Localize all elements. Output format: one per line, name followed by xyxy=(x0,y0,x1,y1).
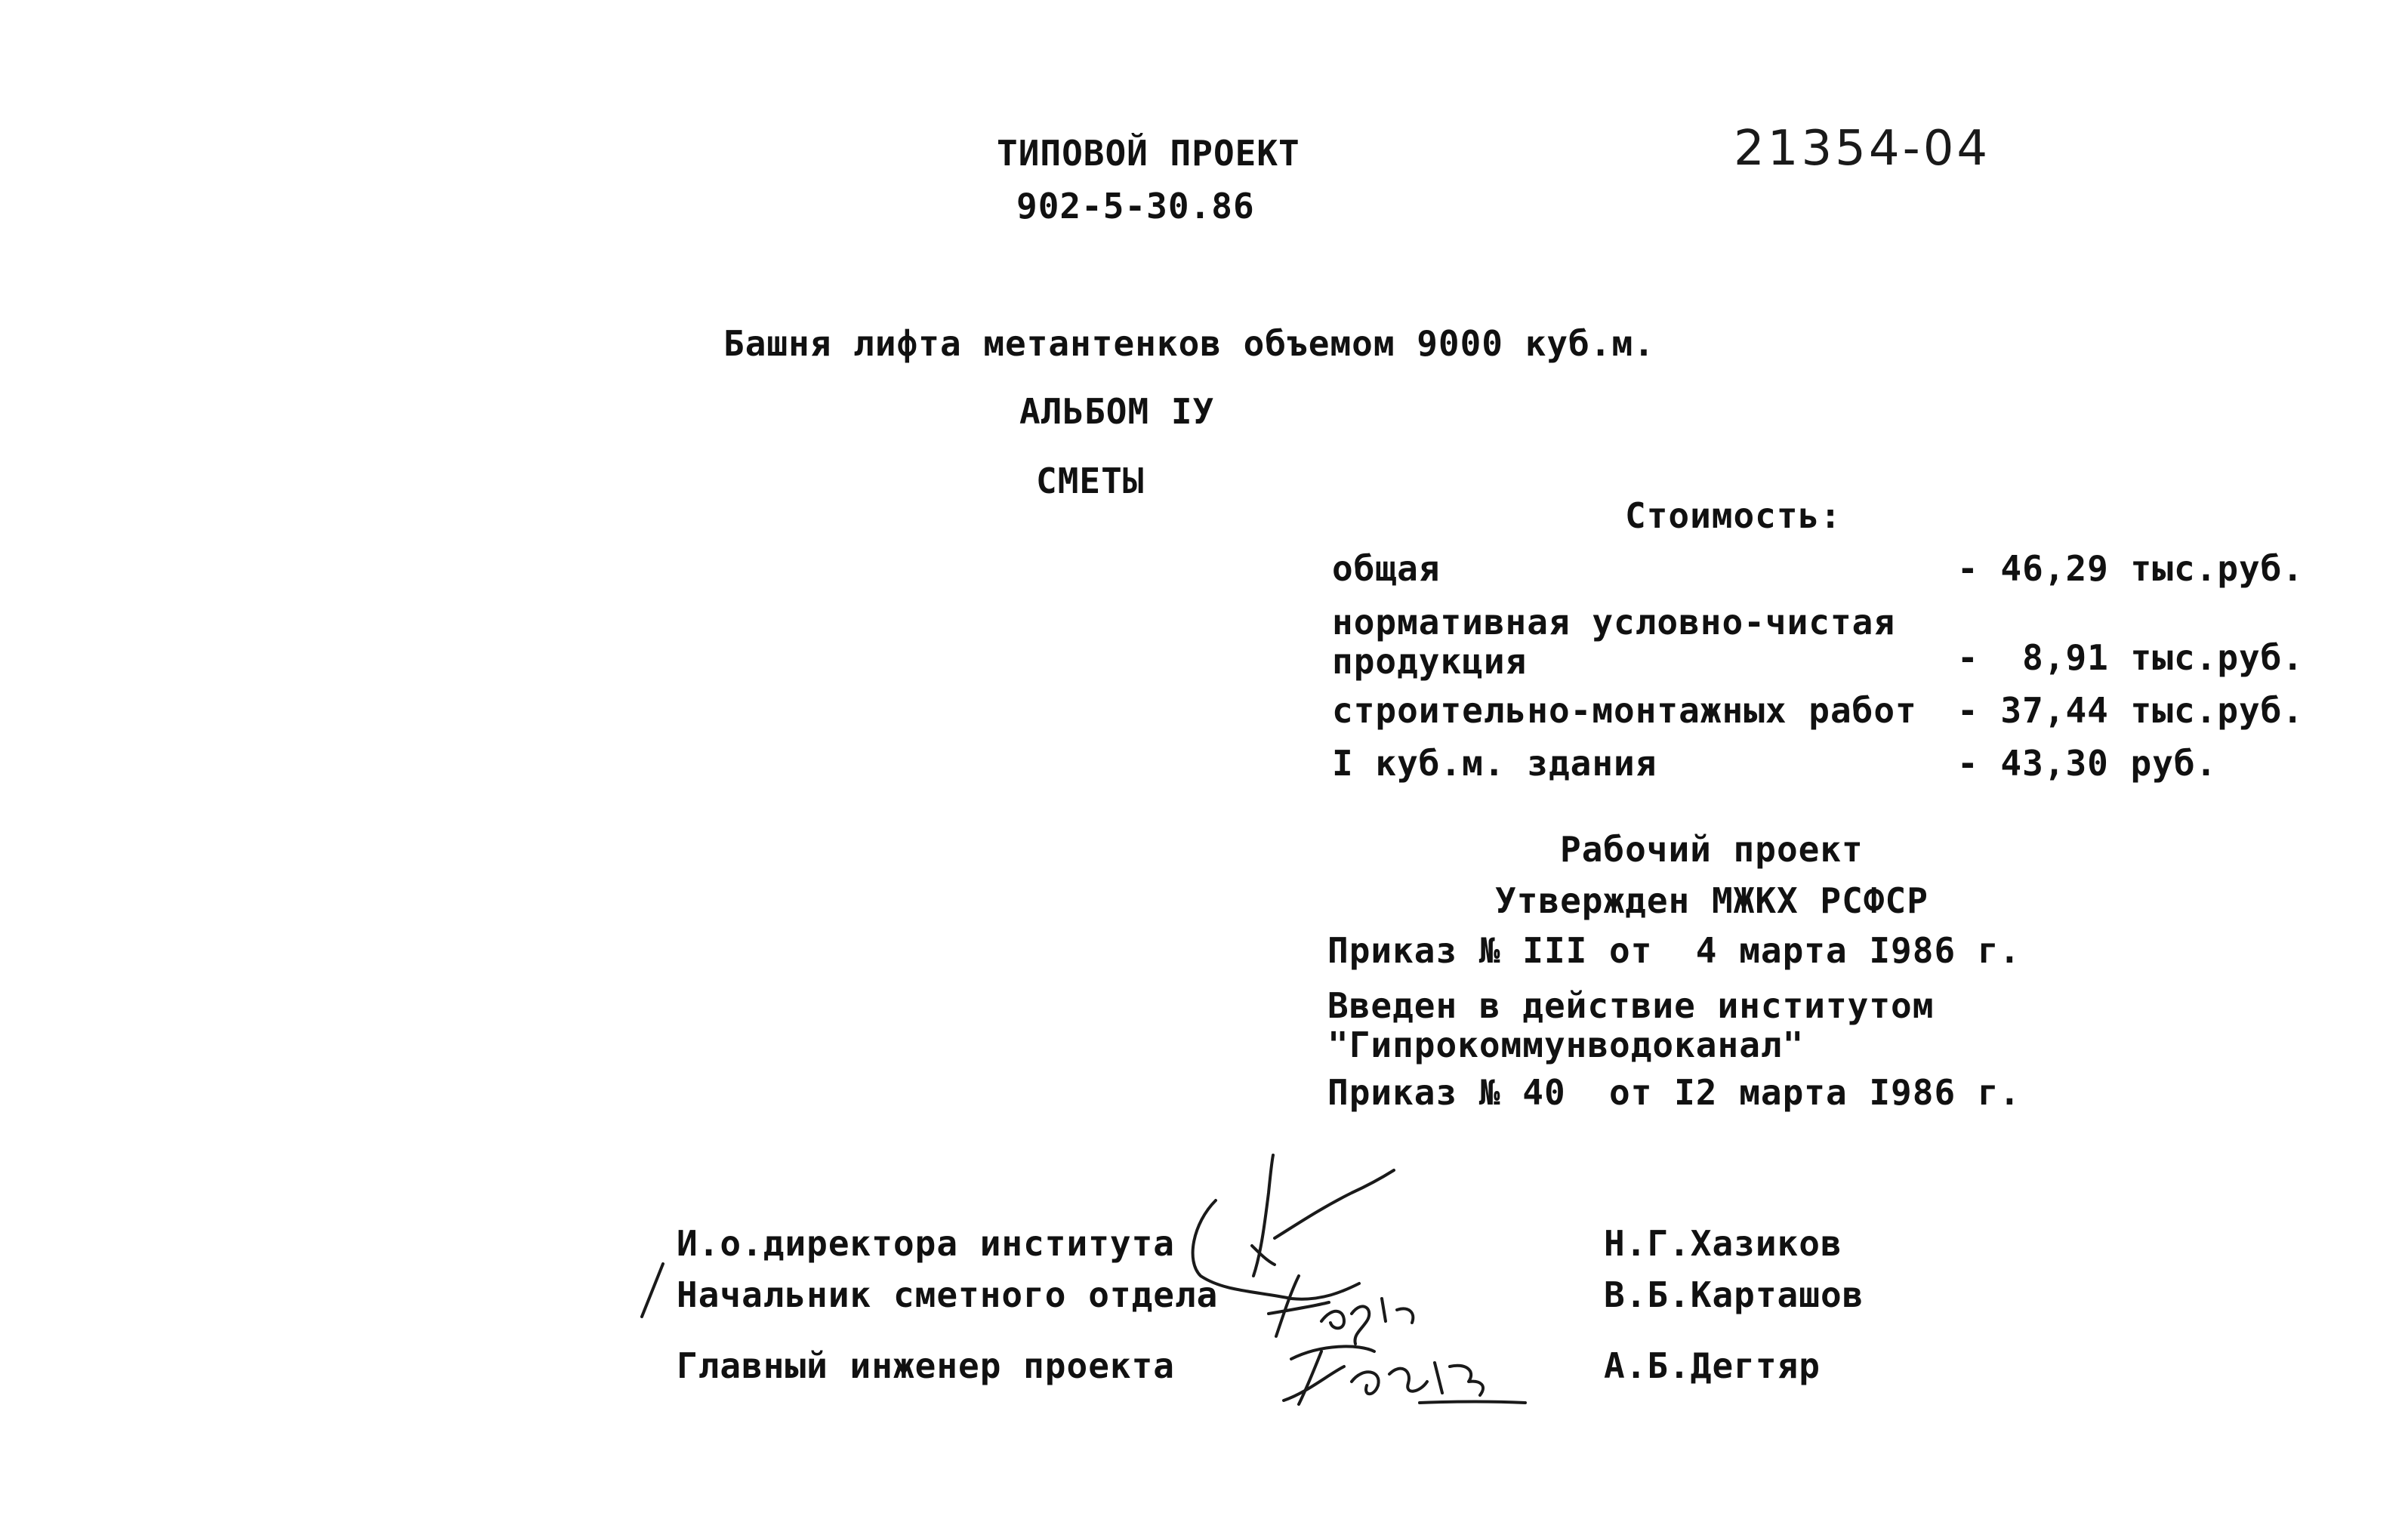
object-description: Башня лифта метантенков объемом 9000 куб.м. xyxy=(723,323,1655,364)
signatory-position-estimate-head: Начальник сметного отдела xyxy=(677,1274,1219,1315)
signature-chief-engineer xyxy=(1276,1329,1548,1412)
cost-label-net-production: нормативная условно-чистая продукция xyxy=(1332,602,1896,682)
project-number: 902-5-30.86 xyxy=(1016,186,1255,226)
project-type: Рабочий проект xyxy=(1560,829,1864,870)
document-title: ТИПОВОЙ ПРОЕКТ xyxy=(997,133,1300,174)
approval-order-1: Приказ № III от 4 марта I986 г. xyxy=(1327,930,2021,971)
handwritten-tick-mark xyxy=(633,1256,678,1324)
cost-value-per-cubic-meter: - 43,30 руб. xyxy=(1957,743,2218,784)
signatory-name-director: Н.Г.Хазиков xyxy=(1604,1223,1842,1264)
album-label: АЛЬБОМ IУ xyxy=(1019,391,1215,432)
cost-heading: Стоимость: xyxy=(1625,495,1842,536)
cost-label-construction: строительно-монтажных работ xyxy=(1332,690,1917,731)
signatory-name-estimate-head: В.Б.Карташов xyxy=(1604,1274,1864,1315)
cost-value-total: - 46,29 тыс.руб. xyxy=(1957,548,2305,589)
cost-label-per-cubic-meter: I куб.м. здания xyxy=(1332,743,1657,784)
approved-by: Утвержден МЖКХ РСФСР xyxy=(1495,880,1929,921)
cost-value-net-production: - 8,91 тыс.руб. xyxy=(1957,637,2305,678)
enacted-by: Введен в действие институтом "Гипрокоммунводоканал" xyxy=(1327,985,1935,1065)
approval-order-2: Приказ № 40 от I2 марта I986 г. xyxy=(1327,1072,2021,1113)
section-label: СМЕТЫ xyxy=(1036,461,1145,501)
inventory-number: 21354-04 xyxy=(1734,121,1991,177)
cost-label-total: общая xyxy=(1332,548,1441,589)
cost-value-construction: - 37,44 тыс.руб. xyxy=(1957,690,2305,731)
signatory-position-chief-engineer: Главный инженер проекта xyxy=(677,1345,1175,1386)
signatory-name-chief-engineer: А.Б.Дегтяр xyxy=(1604,1345,1821,1386)
signatory-position-director: И.о.директора института xyxy=(677,1223,1175,1264)
